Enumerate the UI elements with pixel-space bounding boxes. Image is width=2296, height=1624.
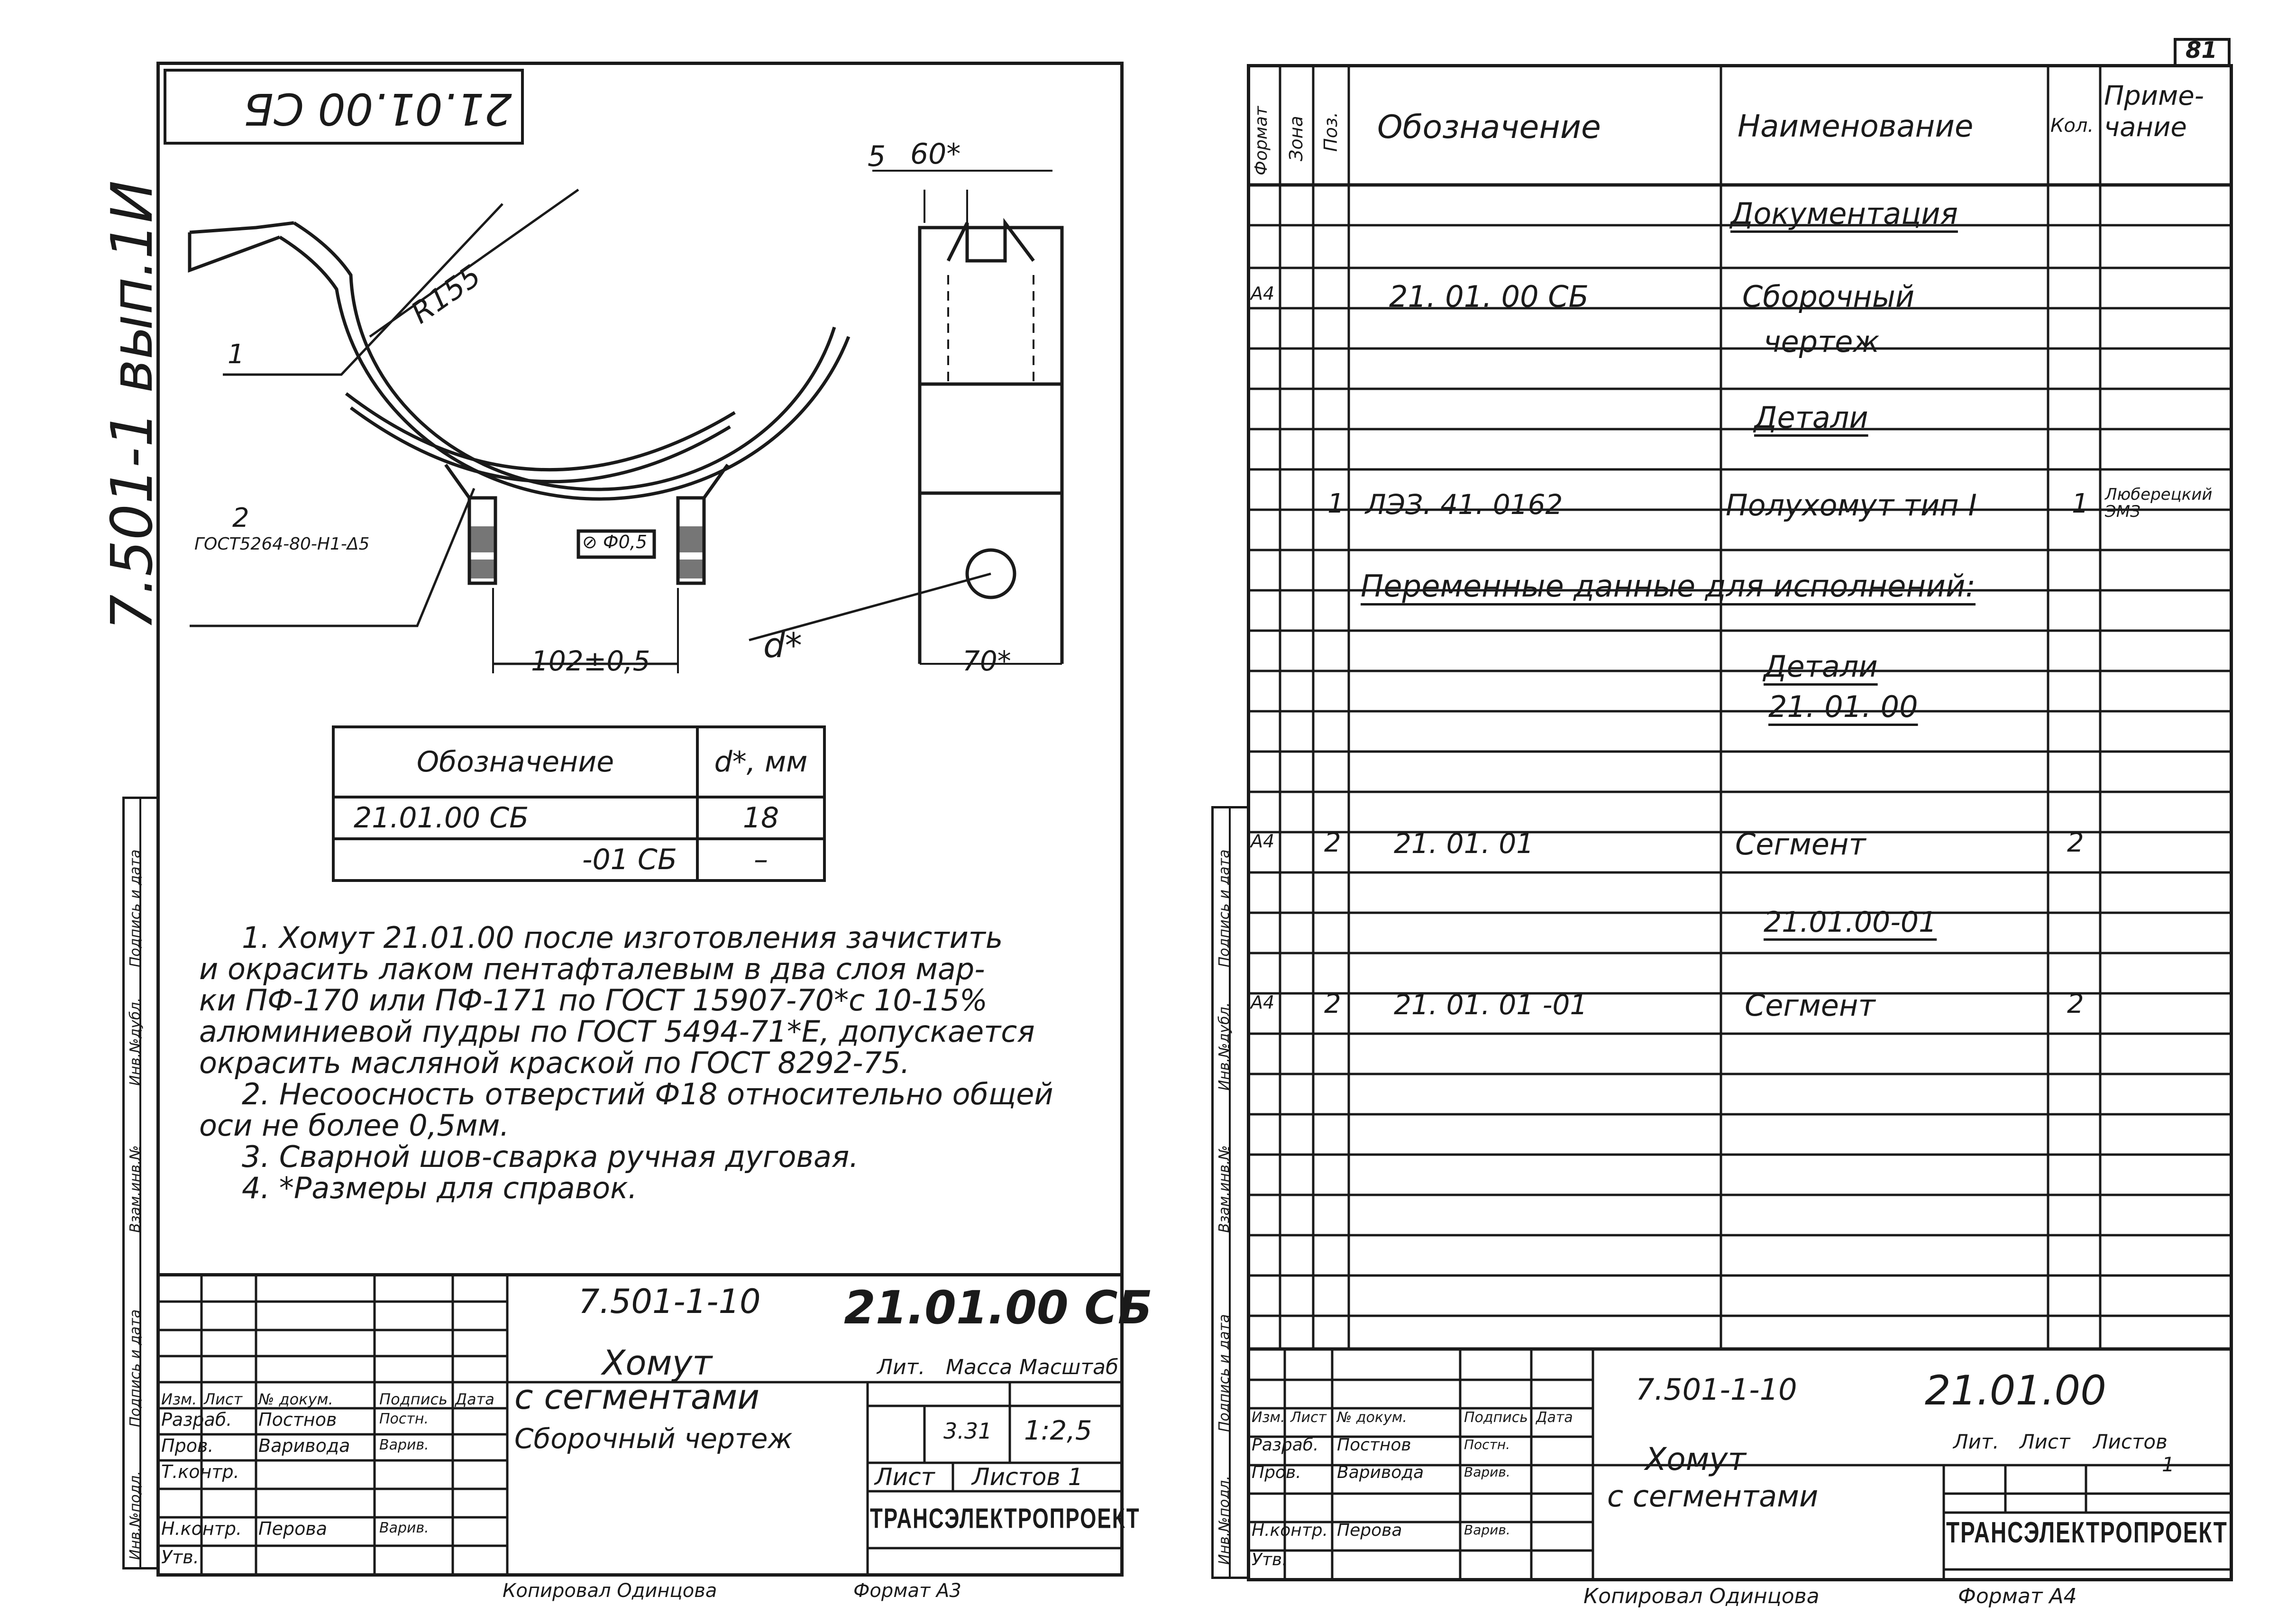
- note-line: 3. Сварной шов-сварка ручная дуговая.: [242, 1139, 859, 1174]
- right-sheets-label: Листов: [2093, 1430, 2168, 1453]
- side-label-2: Подпись и дата: [1216, 1314, 1233, 1432]
- left-scale-value: 1:2,5: [1024, 1415, 1092, 1446]
- left-role-label: Н.контр.: [161, 1518, 242, 1539]
- note-line: окрасить масляной краской по ГОСТ 8292-75.: [199, 1046, 910, 1080]
- dim-gap-label: 5: [868, 140, 886, 173]
- spec-row-name: Детали: [1754, 400, 1868, 435]
- parameter-table: [332, 725, 826, 882]
- right-sheet-label: Лист: [2020, 1430, 2070, 1453]
- left-role-sign: Постн.: [379, 1411, 429, 1427]
- right-role-label: Пров.: [1252, 1463, 1301, 1482]
- left-name-line-2: с сегментами: [514, 1377, 760, 1417]
- param-header-designation: Обозначение: [333, 727, 697, 797]
- side-label-4: Инв.№дубл.: [127, 997, 144, 1086]
- mirrored-code-stamp: 21.01.00 СБ: [243, 83, 512, 134]
- spec-row-pos: 2: [1324, 827, 1341, 858]
- left-role-sign: Варив.: [379, 1437, 429, 1453]
- dim-bottom-label: 102±0,5: [531, 645, 650, 677]
- left-role-person: Варивода: [258, 1435, 350, 1456]
- spec-row-name: Полухомут тип I: [1726, 488, 1977, 523]
- album-side-label: 7.501-1 вып.1И: [100, 180, 165, 631]
- param-row-1-diameter: 18: [697, 797, 824, 839]
- spec-row-name: Документация: [1730, 196, 1958, 231]
- side-label-5: Подпись и дата: [1216, 849, 1233, 967]
- radius-label: R155: [404, 258, 487, 330]
- left-role-person: Постнов: [258, 1409, 337, 1430]
- spec-row-name: 21. 01. 00: [1768, 689, 1918, 724]
- technical-notes: [199, 922, 1100, 1204]
- note-line: ки ПФ-170 или ПФ-171 по ГОСТ 15907-70*с 10-15%: [199, 983, 988, 1018]
- left-mass-label: Масса: [946, 1355, 1013, 1379]
- right-name-line-2: с сегментами: [1607, 1479, 1819, 1514]
- spec-row-format: А4: [1251, 283, 1275, 304]
- right-album-number: 7.501-1-10: [1636, 1372, 1797, 1407]
- left-col-header: Лист: [204, 1390, 243, 1408]
- right-col-header: Подпись: [1464, 1409, 1528, 1426]
- spec-row-pos: 1: [1327, 488, 1345, 519]
- left-col-header: Дата: [455, 1390, 494, 1408]
- left-role-label: Пров.: [161, 1435, 214, 1456]
- left-name-line-1: Хомут: [602, 1343, 713, 1383]
- right-role-sign: Варив.: [1464, 1522, 1510, 1538]
- right-role-person: Варивода: [1337, 1463, 1424, 1482]
- note-line: 1. Хомут 21.01.00 после изготовления зачистить: [242, 920, 1003, 955]
- side-label-1: Инв.№подл.: [1216, 1476, 1233, 1565]
- right-col-header: Лист: [1290, 1409, 1327, 1426]
- right-role-sign: Варив.: [1464, 1464, 1510, 1480]
- spec-row-name: чертеж: [1764, 324, 1880, 359]
- right-drawing-code: 21.01.00: [1925, 1367, 2106, 1414]
- spec-row-name: 21.01.00-01: [1764, 906, 1937, 939]
- weld-spec-label: ГОСТ5264-80-Н1-Δ5: [194, 534, 370, 554]
- left-footer-copied: Копировал Одинцова: [503, 1580, 717, 1602]
- right-role-label: Н.контр.: [1252, 1521, 1328, 1540]
- left-mass-value: 3.31: [943, 1418, 992, 1444]
- spec-row-name: Сегмент: [1735, 827, 1866, 862]
- right-footer-format: Формат А4: [1958, 1584, 2077, 1608]
- spec-row-qty: 2: [2067, 989, 2084, 1019]
- left-sheet-label: Лист: [875, 1463, 935, 1491]
- left-footer-format: Формат А3: [853, 1580, 961, 1602]
- side-label-3: Взам.инв.№: [127, 1145, 144, 1233]
- right-role-label: Утв.: [1252, 1550, 1288, 1569]
- right-role-label: Разраб.: [1252, 1435, 1319, 1455]
- side-label-3: Взам.инв.№: [1216, 1145, 1233, 1233]
- left-album-number: 7.501-1-10: [578, 1282, 761, 1321]
- right-col-header: Дата: [1536, 1409, 1573, 1426]
- spec-row-variable-data: Переменные данные для исполнений:: [1361, 569, 1976, 604]
- side-label-2: Подпись и дата: [127, 1309, 144, 1427]
- note-line: 2. Несоосность отверстий Ф18 относительно общей: [242, 1077, 1053, 1111]
- side-label-4: Инв.№дубл.: [1216, 1002, 1233, 1091]
- left-role-label: Разраб.: [161, 1409, 232, 1430]
- left-role-sign: Варив.: [379, 1520, 429, 1536]
- header-qty: Кол.: [2050, 115, 2094, 137]
- spec-row-note: Люберецкий ЭМЗ: [2105, 485, 2213, 521]
- left-col-header: Подпись: [379, 1390, 448, 1408]
- assembly-drawing: [161, 119, 1109, 806]
- left-drawing-code: 21.01.00 СБ: [844, 1281, 1153, 1334]
- left-col-header: Изм.: [161, 1390, 197, 1408]
- left-col-header: № докум.: [258, 1390, 333, 1408]
- spec-row-name: Детали: [1764, 649, 1878, 684]
- dim-top-label: 60*: [910, 138, 961, 171]
- left-org-name: ТРАНСЭЛЕКТРОПРОЕКТ: [870, 1503, 1140, 1535]
- spec-row-format: А4: [1251, 831, 1275, 852]
- right-col-header: № докум.: [1337, 1409, 1407, 1426]
- header-note: Приме-чание: [2104, 81, 2204, 143]
- spec-row-qty: 2: [2067, 827, 2084, 858]
- right-org-name: ТРАНСЭЛЕКТРОПРОЕКТ: [1946, 1515, 2228, 1549]
- spec-row-designation: 21. 01. 01 -01: [1394, 989, 1588, 1021]
- header-pos: Поз.: [1320, 111, 1341, 152]
- spec-row-pos: 2: [1324, 989, 1341, 1019]
- spec-row-qty: 1: [2072, 488, 2089, 519]
- hole-diameter-label: d*: [763, 625, 802, 665]
- param-header-diameter: d*, мм: [697, 727, 824, 797]
- right-role-person: Перова: [1337, 1521, 1402, 1540]
- right-role-person: Постнов: [1337, 1435, 1411, 1455]
- note-line: оси не более 0,5мм.: [199, 1108, 510, 1143]
- spec-row-designation: 21. 01. 01: [1394, 827, 1534, 860]
- param-row-2-designation: -01 СБ: [333, 839, 697, 881]
- header-format: Формат: [1252, 106, 1271, 175]
- leader-2-label: 2: [232, 503, 249, 533]
- left-sheets-label: Листов 1: [972, 1463, 1083, 1491]
- left-lit-label: Лит.: [877, 1355, 925, 1379]
- note-line: и окрасить лаком пентафталевым в два слоя мар-: [199, 952, 985, 986]
- left-role-person: Перова: [258, 1518, 328, 1539]
- right-name-line-1: Хомут: [1645, 1441, 1746, 1477]
- tolerance-frame-label: ⊘ Ф0,5: [582, 532, 648, 552]
- spec-row-format: А4: [1251, 992, 1275, 1013]
- left-scale-label: Масштаб: [1019, 1355, 1119, 1379]
- spec-row-name: Сборочный: [1742, 279, 1915, 314]
- spec-row-name: Сегмент: [1745, 988, 1875, 1023]
- param-row-1-designation: 21.01.00 СБ: [333, 797, 697, 839]
- page-marker: 81: [2186, 37, 2217, 64]
- param-row-2-diameter: –: [697, 839, 824, 881]
- left-role-label: Т.контр.: [161, 1461, 239, 1482]
- right-col-header: Изм.: [1252, 1409, 1285, 1426]
- spec-row-designation: ЛЭЗ. 41. 0162: [1365, 488, 1563, 521]
- right-lit-label: Лит.: [1953, 1430, 1999, 1453]
- header-zone: Зона: [1286, 116, 1307, 161]
- right-sheets-value: 1: [2162, 1453, 2175, 1476]
- spec-row-designation: 21. 01. 00 СБ: [1389, 279, 1589, 314]
- side-label-5: Подпись и дата: [127, 849, 144, 967]
- side-label-1: Инв.№подл.: [127, 1471, 144, 1560]
- left-name-line-3: Сборочный чертеж: [514, 1422, 793, 1455]
- right-footer-copied: Копировал Одинцова: [1583, 1584, 1820, 1608]
- dim-width-label: 70*: [962, 645, 1011, 677]
- header-designation: Обозначение: [1377, 109, 1601, 146]
- header-name: Наименование: [1738, 109, 1974, 144]
- note-line: 4. *Размеры для справок.: [242, 1171, 638, 1205]
- leader-1-label: 1: [228, 339, 245, 370]
- right-role-sign: Постн.: [1464, 1437, 1510, 1452]
- note-line: алюминиевой пудры по ГОСТ 5494-71*Е, допускается: [199, 1014, 1035, 1049]
- left-role-label: Утв.: [161, 1547, 199, 1568]
